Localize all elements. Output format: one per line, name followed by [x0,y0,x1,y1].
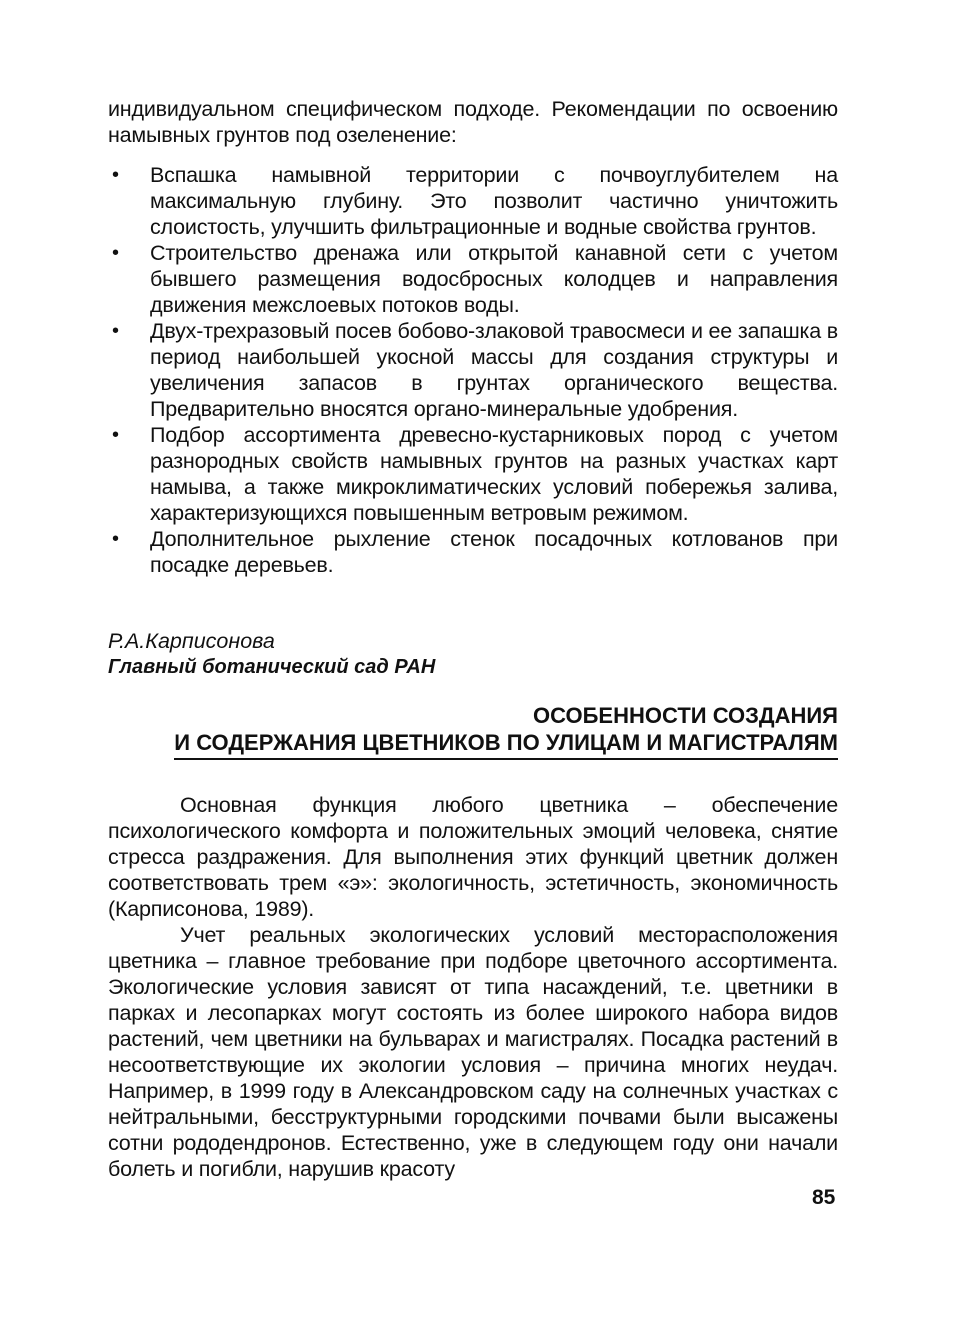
list-item [108,422,838,526]
author-name: Р.А.Карписонова [108,629,275,653]
body-paragraph-2: Учет реальных экологических условий месторасположения цветника – главное требование при подборе цветочного ассортимента. Экологические условия зависят от типа насаждений, т.е. цветники в парках и лесопарках могут состоять из более широкого набора видов растений, чем цветники на бульварах и магистралях. Посадка растений в несоответствующие их экологии условия – причина многих неудач. Например, в 1999 году в Александровском саду на солнечных участках с нейтральными, бесструктурными городскими почвами были высажены сотни рододендронов. Естественно, уже в следующем году они начали болеть и погибли, нарушив красоту [108,923,838,1181]
list-item-text: Строительство дренажа или открытой канавной сети с учетом бывшего размещения водосбросных колодцев и направления движения межслоевых потоков воды. [150,241,838,317]
list-item-text: Дополнительное рыхление стенок посадочных котлованов при посадке деревьев. [150,527,838,577]
page-number: 85 [812,1186,836,1209]
bullet-icon: • [112,164,119,186]
list-item [108,162,838,240]
page-content [108,96,838,1182]
intro-paragraph: индивидуальном специфическом подходе. Рекомендации по освоению намывных грунтов под озеленение: [108,97,838,147]
bullet-icon: • [112,242,119,264]
list-item-text: Вспашка намывной территории с почвоуглубителем на максимальную глубину. Это позволит частично уничтожить слоистость, улучшить фильтрационные и водные свойства грунтов. [150,163,838,239]
title-line-1: ОСОБЕННОСТИ СОЗДАНИЯ [533,703,838,728]
bullet-icon: • [112,424,119,446]
article-title [108,702,838,760]
list-item [108,526,838,578]
body-paragraph-1: Основная функция любого цветника – обеспечение психологического комфорта и положительных эмоций человека, снятие стресса раздражения. Для выполнения этих функций цветник должен соответствовать трем «э»: экологичность, эстетичность, экономичность (Карписонова, 1989). [108,793,838,921]
author-affiliation: Главный ботанический сад РАН [108,656,436,678]
title-line-2: И СОДЕРЖАНИЯ ЦВЕТНИКОВ ПО УЛИЦАМ И МАГИСТРАЛЯМ [174,729,838,760]
article-body [108,792,838,1182]
bullet-icon: • [112,528,119,550]
list-item [108,240,838,318]
list-item [108,318,838,422]
list-item-text: Двух-трехразовый посев бобово-злаковой травосмеси и ее запашка в период наибольшей укосной массы для создания структуры и увеличения запасов в грунтах органического вещества. Предварительно вносятся органо-минеральные удобрения. [150,319,838,421]
bullet-icon: • [112,320,119,342]
recommendations-list [108,162,838,578]
list-item-text: Подбор ассортимента древесно-кустарниковых пород с учетом разнородных свойств намывных грунтов на разных участках карт намыва, а также микроклиматических условий побережья залива, характеризующихся повышенным ветровым режимом. [150,423,838,525]
